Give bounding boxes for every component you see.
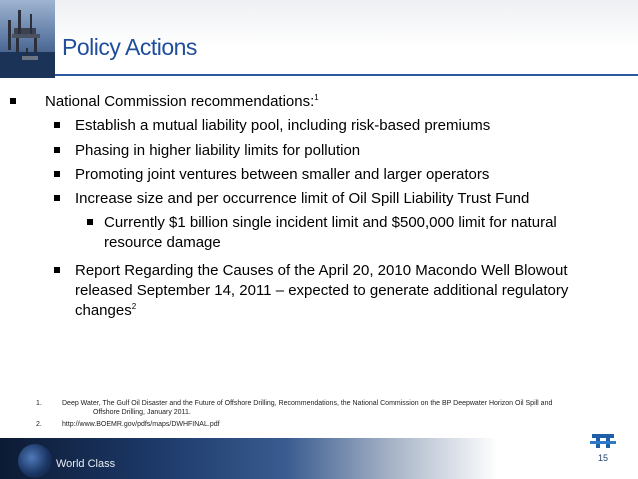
sub-bullet-1: Establish a mutual liability pool, including risk-based premiums (75, 117, 491, 134)
main-bullet-label: National Commission recommendations: (45, 93, 315, 110)
offshore-rig-image (0, 0, 55, 78)
page-number: 15 (598, 453, 609, 463)
sub-bullet-4: Increase size and per occurrence limit of Oil Spill Liability Trust Fund (75, 190, 530, 207)
sub-bullet-2: Phasing in higher liability limits for pollution (75, 142, 361, 159)
footnote-2-link[interactable]: http://www.BOEMR.gov/pdfs/maps/DWHFINAL.pdf (62, 421, 220, 428)
sub-bullet-3: Promoting joint ventures between smaller and larger operators (75, 166, 490, 183)
footnote-ref-2: 2 (131, 302, 137, 311)
footnote-1-line-1: Deep Water, The Gulf Oil Disaster and the Future of Offshore Drilling, Recommendations, the National Commission on the BP Deepwater Horizon Oil Spill and (62, 400, 553, 407)
sub-sub-bullet-line-2: resource damage (104, 234, 221, 251)
report-bullet-line-1: Report Regarding the Causes of the April 20, 2010 Macondo Well Blowout (75, 262, 568, 279)
square-bullet-icon (54, 195, 60, 201)
square-bullet-icon (54, 122, 60, 128)
square-bullet-icon (54, 267, 60, 273)
report-bullet-label: changes (75, 302, 132, 319)
title-divider (55, 74, 638, 76)
footnote-ref-1: 1 (314, 93, 319, 102)
footnote-1-line-2: Offshore Drilling, January 2011. (93, 409, 191, 416)
footer-label: World Class (56, 458, 116, 470)
footnote-number-2: 2. (36, 421, 42, 428)
globe-icon (18, 444, 52, 478)
square-bullet-icon (54, 171, 60, 177)
slide-title: Policy Actions (62, 34, 197, 60)
square-bullet-icon (10, 98, 16, 104)
square-bullet-icon (54, 147, 60, 153)
report-bullet-line-2: released September 14, 2011 – expected to generate additional regulatory (75, 282, 569, 299)
footnote-number-1: 1. (36, 400, 42, 407)
report-bullet-line-3 (75, 301, 136, 320)
main-bullet-text (45, 92, 319, 111)
square-bullet-icon (87, 219, 93, 225)
sub-sub-bullet-line-1: Currently $1 billion single incident limit and $500,000 limit for natural (104, 214, 557, 231)
